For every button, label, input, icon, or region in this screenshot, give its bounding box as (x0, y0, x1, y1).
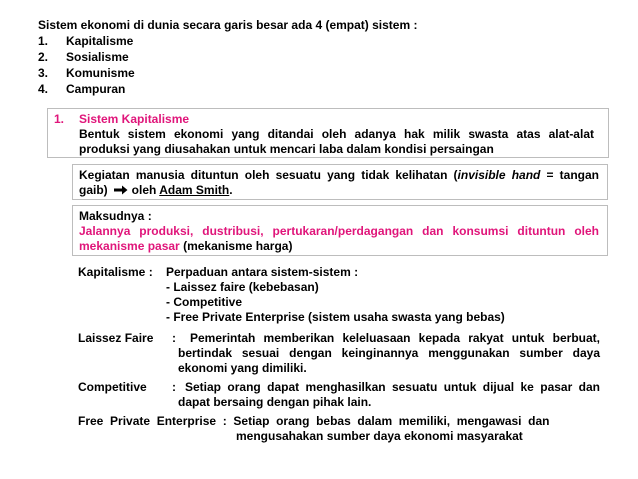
maksudnya-box (72, 205, 608, 256)
laissez-faire-line: ekonomi yang dimiliki. (178, 361, 307, 375)
person-name: Adam Smith (159, 183, 230, 197)
laissez-faire-line: bertindak sesuai dengan keinginannya menggunakan sumber daya (178, 346, 600, 360)
intro-item-num: 3. (38, 66, 49, 80)
intro-heading: Sistem ekonomi di dunia secara garis besar ada 4 (empat) sistem : (38, 18, 418, 32)
text-segment: . (229, 183, 233, 197)
text-segment: gaib) (79, 183, 108, 197)
competitive-colon: : (172, 380, 176, 394)
section-definition-line: Bentuk sistem ekonomi yang ditandai oleh adanya hak milik swasta atas alat-alat (79, 127, 594, 141)
text-segment: (mekanisme harga) (179, 239, 293, 253)
text-segment: = tangan (540, 168, 600, 182)
kapitalisme-item: - Free Private Enterprise (sistem usaha swasta yang bebas) (166, 310, 505, 324)
competitive-line: Setiap orang dapat menghasilkan sesuatu untuk dijual ke pasar dan (185, 380, 600, 394)
invisible-hand-term: invisible hand (457, 168, 541, 182)
right-arrow-icon (114, 185, 128, 195)
competitive-label: Competitive (78, 380, 147, 394)
laissez-faire-line: Pemerintah memberikan keleluasaan kepada rakyat untuk berbuat, (190, 331, 600, 345)
laissez-faire-colon: : (172, 331, 176, 345)
kapitalisme-intro: Perpaduan antara sistem-sistem : (166, 265, 359, 279)
intro-item-num: 4. (38, 82, 49, 96)
mekanisme-pasar-term: mekanisme pasar (79, 239, 180, 253)
laissez-faire-label: Laissez Faire (78, 331, 154, 345)
section-number: 1. (54, 112, 65, 126)
maksudnya-label: Maksudnya : (79, 209, 152, 223)
invisible-hand-box (72, 164, 608, 200)
invisible-hand-line2 (79, 183, 233, 198)
section-definition-line: produksi yang diusahakan untuk mencari laba dalam kondisi persaingan (79, 142, 494, 156)
maksudnya-line1: Jalannya produksi, dustribusi, pertukaran/perdagangan dan konsumsi dituntun oleh (79, 224, 599, 238)
kapitalisme-item: - Laissez faire (kebebasan) (166, 280, 319, 294)
invisible-hand-line1 (79, 168, 599, 183)
free-private-enterprise-line1: Free Private Enterprise : Setiap orang bebas dalam memiliki, mengawasi dan (78, 414, 550, 428)
intro-item-kapitalisme: Kapitalisme (66, 34, 134, 48)
kapitalisme-label: Kapitalisme : (78, 265, 153, 279)
kapitalisme-item: - Competitive (166, 295, 243, 309)
intro-item-num: 1. (38, 34, 49, 48)
intro-item-sosialisme: Sosialisme (66, 50, 129, 64)
section-kapitalisme-box (47, 108, 609, 158)
free-private-enterprise-line2: mengusahakan sumber daya ekonomi masyarakat (236, 429, 523, 443)
intro-item-komunisme: Komunisme (66, 66, 135, 80)
intro-item-campuran: Campuran (66, 82, 126, 96)
competitive-line: dapat bersaing dengan pihak lain. (178, 395, 372, 409)
text-segment: Kegiatan manusia dituntun oleh sesuatu yang tidak kelihatan ( (79, 168, 458, 182)
intro-item-num: 2. (38, 50, 49, 64)
text-segment: oleh (128, 183, 160, 197)
section-title: Sistem Kapitalisme (79, 112, 190, 126)
maksudnya-line2 (79, 239, 292, 254)
